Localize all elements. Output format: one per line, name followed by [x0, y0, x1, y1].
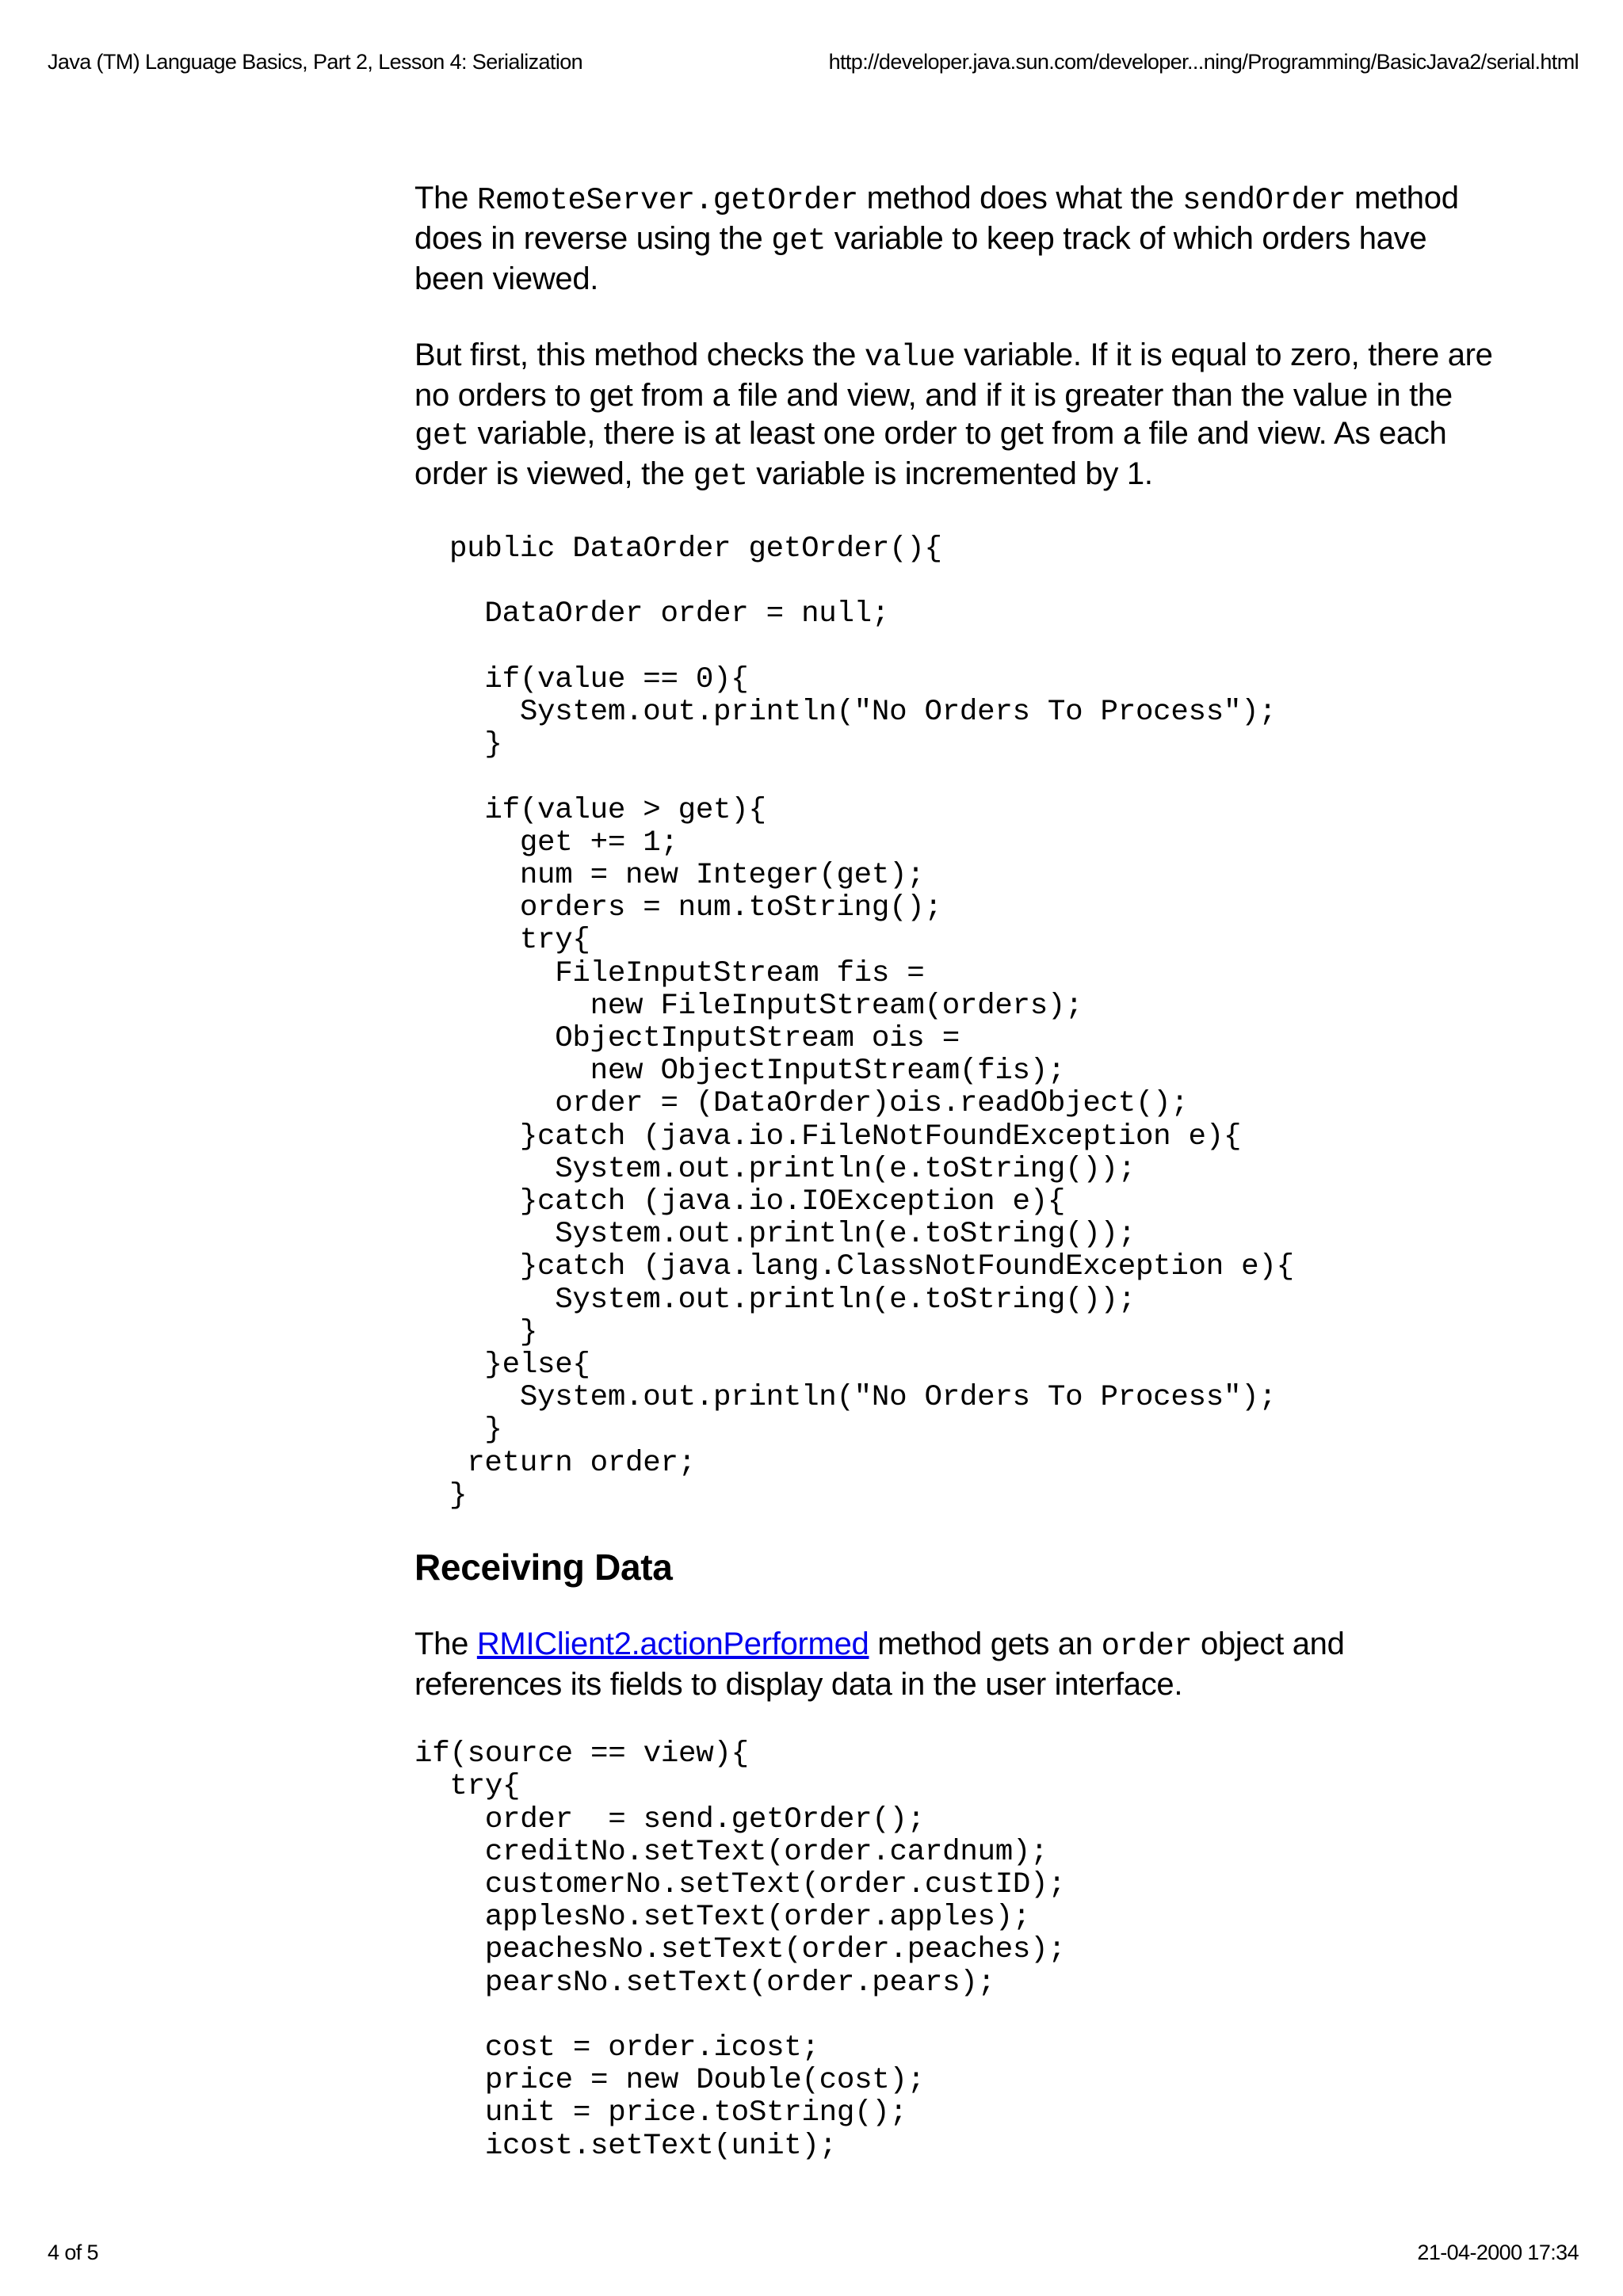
text-run: method gets an — [869, 1627, 1102, 1662]
paragraph-receiving-data — [414, 1625, 1500, 1703]
text-run: object and references its fields to display data in the user interface. — [414, 1627, 1345, 1703]
inline-code: value — [864, 340, 956, 375]
text-run: method does what the — [857, 181, 1183, 215]
print-datetime: 21-04-2000 17:34 — [1417, 2241, 1579, 2264]
paragraph-value-check — [414, 336, 1500, 495]
inline-code: sendOrder — [1182, 183, 1346, 218]
text-run: But first, this method checks the — [414, 338, 865, 372]
inline-code: get — [771, 223, 826, 258]
inline-code: RemoteServer.getOrder — [476, 183, 858, 218]
page-header-title: Java (TM) Language Basics, Part 2, Lesson 4: Serialization — [48, 50, 583, 74]
inline-code: get — [414, 418, 469, 453]
code-block-actionperformed: if(source == view){ try{ order = send.getOrder(); creditNo.setText(order.cardnum); customerNo.setText(order.custID); applesNo.setText(order.apples); peachesNo.setText(order.peaches); pearsNo.setText(order.pears); cost = order.icost; price = new Double(cost); unit = price.toString(); icost.setText(unit); — [414, 1737, 1066, 2163]
text-run: variable. If it is equal to zero, there are no orders to get from a file and view, and if it is greater than the value in the — [414, 338, 1493, 413]
inline-code: get — [693, 459, 748, 494]
page-number: 4 of 5 — [48, 2241, 98, 2264]
text-run: The — [414, 1627, 477, 1662]
text-run: variable to keep track of which orders have been viewed. — [414, 221, 1427, 296]
code-block-getorder: public DataOrder getOrder(){ DataOrder order = null; if(value == 0){ System.out.println("No Orders To Process"); } if(value > get){ get += 1; num = new Integer(get); orders = num.toString(); try{ FileInputStream fis = new FileInputStream(orders); ObjectInputStream ois = new ObjectInputStream(fis); order = (DataOrder)ois.readObject(); }catch (java.io.FileNotFoundException e){ System.out.println(e.toString()); }catch (java.io.IOException e){ System.out.println(e.toString()); }catch (java.lang.ClassNotFoundException e){ System.out.println(e.toString()); } }else{ System.out.println("No Orders To Process"); } return order; } — [449, 532, 1294, 1512]
paragraph-getorder-intro — [414, 179, 1500, 298]
section-heading-receiving-data: Receiving Data — [414, 1547, 673, 1589]
text-run: variable is incremented by 1. — [747, 456, 1153, 491]
page-header-url: http://developer.java.sun.com/developer...ning/Programming/BasicJava2/serial.html — [828, 50, 1579, 74]
document-body — [414, 179, 1500, 2163]
text-run: variable, there is at least one order to get from a file and view. As each order is viewed, the — [414, 416, 1447, 491]
inline-code: order — [1101, 1629, 1193, 1665]
text-run: method does in reverse using the — [414, 181, 1459, 256]
rmiclient2-actionperformed-link[interactable]: RMIClient2.actionPerformed — [476, 1627, 869, 1662]
text-run: The — [414, 181, 477, 215]
